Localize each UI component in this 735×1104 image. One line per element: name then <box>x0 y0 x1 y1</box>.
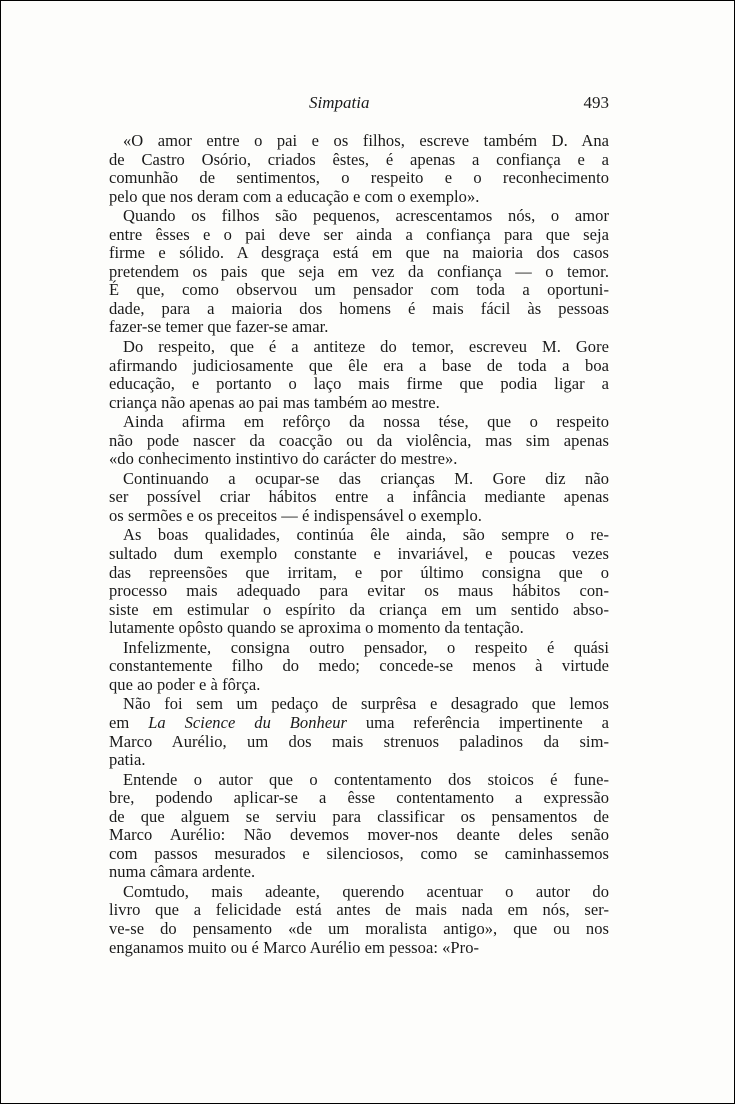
text-line: Ainda afirma em refôrço da nossa tése, que o respeito <box>123 412 609 432</box>
text-line: Comtudo, mais adeante, querendo acentuar o autor do <box>123 881 609 901</box>
text-line: siste em estimular o espírito da criança em um sentido abso- <box>109 599 609 619</box>
text-line: não pode nascer da coacção ou da violência, mas sim apenas <box>109 430 609 450</box>
text-line: pelo que nos deram com a educação e com o exemplo». <box>109 186 480 206</box>
text-line: Entende o autor que o contentamento dos stoicos é fune- <box>123 769 609 789</box>
text-line: processo mais adequado para evitar os maus hábitos con- <box>109 581 609 601</box>
text-line: comunhão de sentimentos, o respeito e o reconhecimento <box>109 168 609 188</box>
text-line: com passos mesurados e silenciosos, como se caminhassemos <box>109 843 609 863</box>
paragraph <box>109 470 609 526</box>
paragraph <box>109 639 609 695</box>
text-line: «do conhecimento instintivo do carácter do mestre». <box>109 449 458 469</box>
text-line: Marco Aurélio: Não devemos mover-nos deante deles senão <box>109 825 609 845</box>
text-line: ve-se do pensamento «de um moralista antigo», que ou nos <box>109 918 609 938</box>
text-line: Não foi sem um pedaço de surprêsa e desagrado que lemos <box>123 694 609 714</box>
text-line: «O amor entre o pai e os filhos, escreve também D. Ana <box>123 131 609 150</box>
text-line: Infelizmente, consigna outro pensador, o respeito é quási <box>123 637 609 657</box>
italic-title: La Science du Bonheur <box>148 712 347 732</box>
text-line: Do respeito, que é a antiteze do temor, escreveu M. Gore <box>123 337 609 357</box>
text-line: numa câmara ardente. <box>109 862 256 882</box>
text-line: patia. <box>109 750 146 770</box>
text-line: firme e sólido. A desgraça está em que na maioria dos casos <box>109 243 609 263</box>
text-line: educação, e portanto o laço mais firme que podia ligar a <box>109 374 609 394</box>
text-line: os sermões e os preceitos — é indispensável o exemplo. <box>109 505 482 525</box>
paragraph <box>109 695 609 769</box>
text-line: entre êsses e o pai deve ser ainda a confiança para que seja <box>109 224 609 244</box>
text-line: pretendem os pais que seja em vez da confiança — o temor. <box>109 261 609 281</box>
text-line: das repreensões que irritam, e por último consigna que o <box>109 562 609 582</box>
paragraph <box>109 883 609 957</box>
page-number: 493 <box>583 93 609 112</box>
paragraph <box>109 526 609 637</box>
text-line: Quando os filhos são pequenos, acrescentamos nós, o amor <box>123 206 609 226</box>
text-line: constantemente filho do medo; concede-se menos à virtude <box>109 656 609 676</box>
text-line: dade, para a maioria dos homens é mais fácil às pessoas <box>109 298 609 318</box>
text-line: lutamente opôsto quando se aproxima o momento da tentação. <box>109 618 524 638</box>
running-title: Simpatia <box>309 93 370 112</box>
text-line: Continuando a ocupar-se das crianças M. Gore diz não <box>123 468 609 488</box>
text-line: criança não apenas ao pai mas também ao mestre. <box>109 392 440 412</box>
paragraph <box>109 338 609 412</box>
text-line: ser possível criar hábitos entre a infância mediante apenas <box>109 487 609 507</box>
text-line: de Castro Osório, criados êstes, é apenas a confiança e a <box>109 149 609 169</box>
page-header <box>109 93 609 117</box>
paragraph <box>109 132 609 206</box>
body-text <box>109 132 609 957</box>
text-line: que ao poder e à fôrça. <box>109 674 261 694</box>
text-line: É que, como observou um pensador com toda a oportuni- <box>109 280 609 300</box>
text-line: de que alguem se serviu para classificar os pensamentos de <box>109 806 609 826</box>
text-line: fazer-se temer que fazer-se amar. <box>109 317 329 337</box>
text-line: livro que a felicidade está antes de mais nada em nós, ser- <box>109 900 609 920</box>
paragraph <box>109 413 609 469</box>
text-line: enganamos muito ou é Marco Aurélio em pessoa: «Pro- <box>109 937 480 957</box>
text-line: bre, podendo aplicar-se a êsse contentamento a expressão <box>109 788 609 808</box>
paragraph <box>109 207 609 337</box>
text-line: em La Science du Bonheur uma referência impertinente a <box>109 712 609 732</box>
paragraph <box>109 771 609 882</box>
text-line: afirmando judiciosamente que êle era a base de toda a boa <box>109 355 609 375</box>
text-line: Marco Aurélio, um dos mais strenuos paladinos da sim- <box>109 731 609 751</box>
text-line: As boas qualidades, continúa êle ainda, são sempre o re- <box>123 525 609 545</box>
text-line: sultado dum exemplo constante e invariável, e poucas vezes <box>109 544 609 564</box>
